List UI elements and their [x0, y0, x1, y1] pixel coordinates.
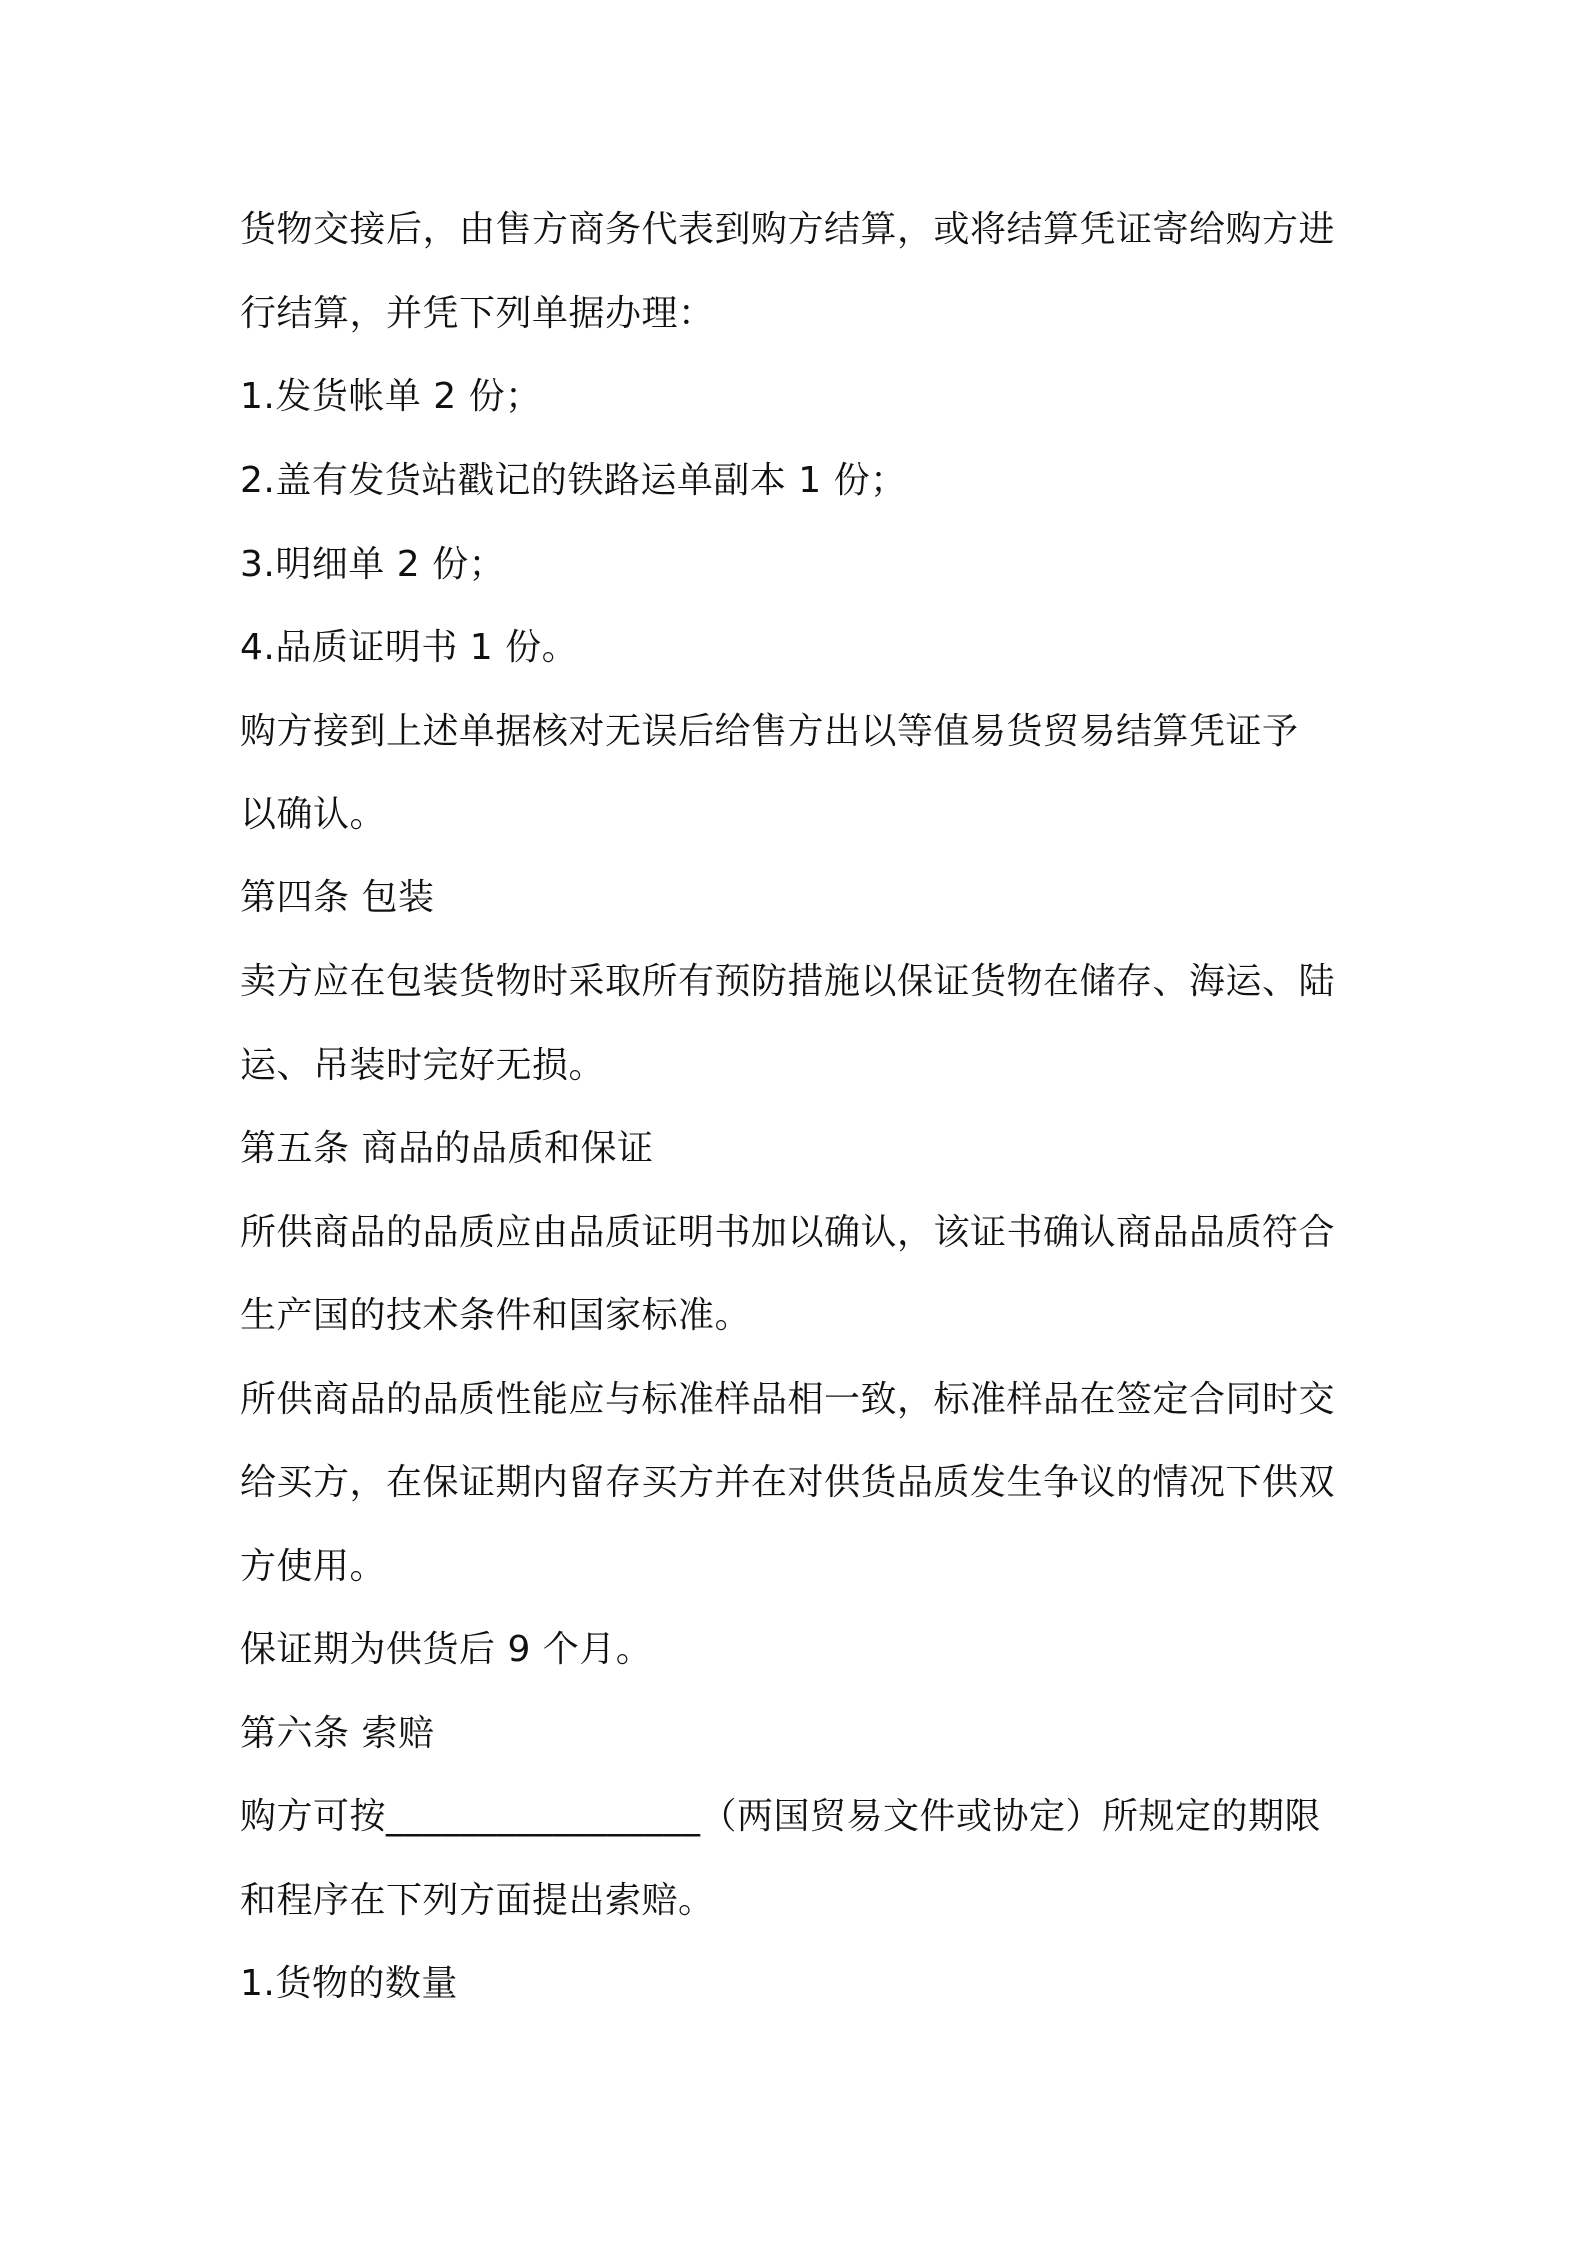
paragraph-packaging-line-2: 运、吊装时完好无损。: [240, 1045, 606, 1086]
list-item-detail-sheet: 3.明细单 2 份；: [240, 544, 506, 585]
paragraph-sample-line-1: 所供商品的品质性能应与标准样品相一致，标准样品在签定合同时交: [240, 1379, 1336, 1420]
paragraph-confirmation-line-2: 以确认。: [240, 794, 387, 835]
section-heading-claims: 第六条 索赔: [240, 1713, 435, 1754]
list-item-quantity: 1.货物的数量: [240, 1963, 458, 2004]
list-item-quality-certificate: 4.品质证明书 1 份。: [240, 627, 579, 668]
paragraph-quality-line-2: 生产国的技术条件和国家标准。: [240, 1295, 752, 1336]
paragraph-settlement-line-2: 行结算，并凭下列单据办理：: [240, 293, 715, 334]
paragraph-warranty-period: 保证期为供货后 9 个月。: [240, 1629, 653, 1670]
paragraph-sample-line-3: 方使用。: [240, 1546, 387, 1587]
paragraph-confirmation-line-1: 购方接到上述单据核对无误后给售方出以等值易货贸易结算凭证予: [240, 711, 1299, 752]
paragraph-quality-line-1: 所供商品的品质应由品质证明书加以确认，该证书确认商品品质符合: [240, 1212, 1336, 1253]
section-heading-packaging: 第四条 包装: [240, 877, 435, 918]
section-heading-quality: 第五条 商品的品质和保证: [240, 1128, 654, 1169]
paragraph-settlement-line-1: 货物交接后，由售方商务代表到购方结算，或将结算凭证寄给购方进: [240, 209, 1336, 250]
list-item-invoice: 1.发货帐单 2 份；: [240, 376, 542, 417]
paragraph-claims-line-1: 购方可按_________________（两国贸易文件或协定）所规定的期限: [240, 1796, 1322, 1837]
paragraph-packaging-line-1: 卖方应在包装货物时采取所有预防措施以保证货物在储存、海运、陆: [240, 961, 1336, 1002]
paragraph-claims-line-2: 和程序在下列方面提出索赔。: [240, 1880, 715, 1921]
paragraph-sample-line-2: 给买方，在保证期内留存买方并在对供货品质发生争议的情况下供双: [240, 1462, 1336, 1503]
list-item-waybill: 2.盖有发货站戳记的铁路运单副本 1 份；: [240, 460, 907, 501]
